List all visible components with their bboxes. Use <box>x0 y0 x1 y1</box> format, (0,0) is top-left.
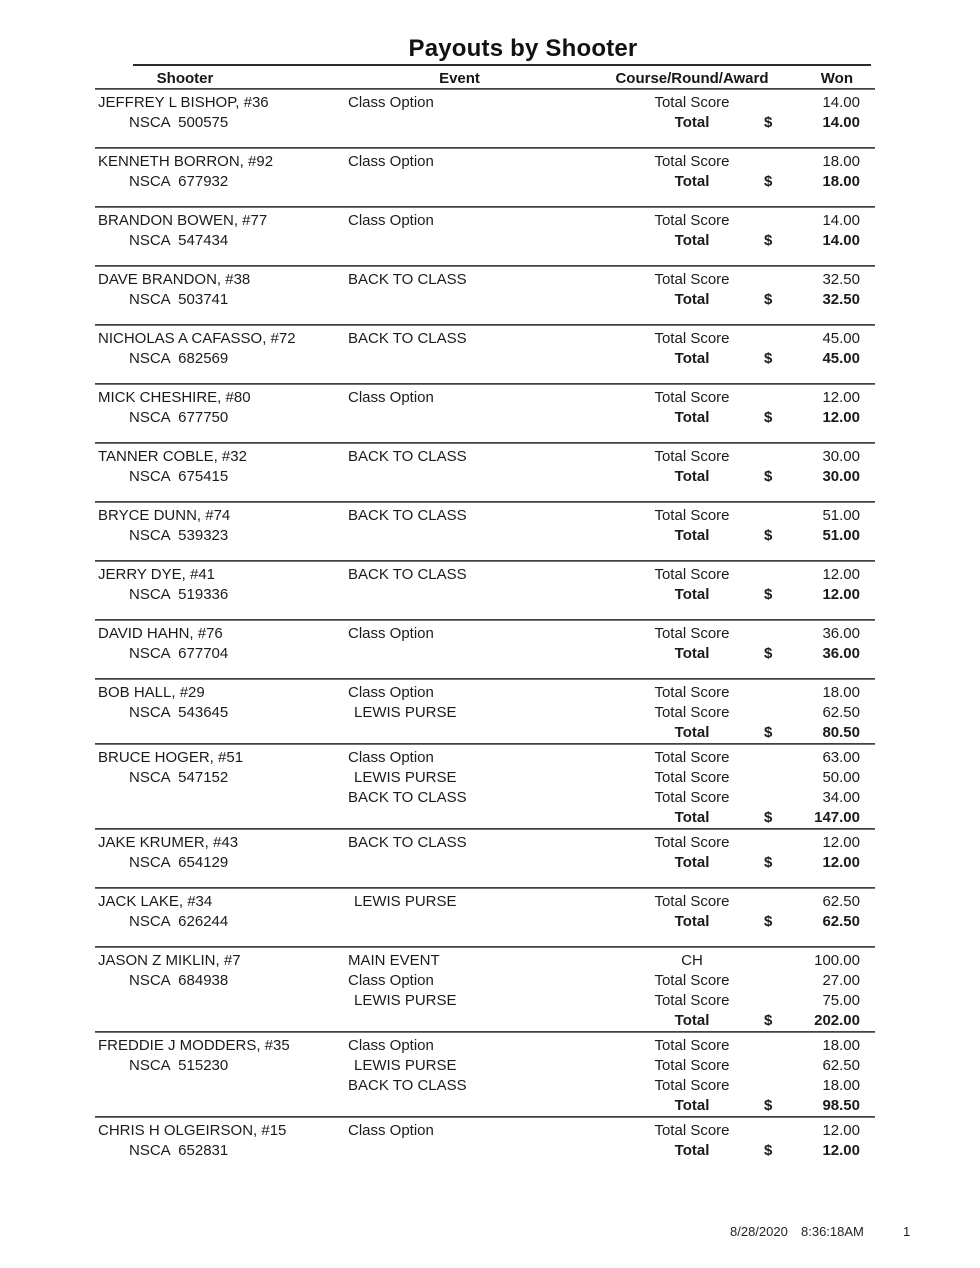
event-cell <box>346 507 573 524</box>
shooter-cell <box>95 854 346 871</box>
shooter-cell <box>95 625 346 642</box>
event-cell <box>346 952 573 969</box>
report-body <box>95 36 875 1175</box>
event-cell <box>346 972 573 989</box>
total-amount: 30.00 <box>822 467 860 485</box>
event-row <box>95 446 875 466</box>
total-row <box>95 112 875 132</box>
total-label: Total <box>674 231 710 249</box>
total-label: Total <box>674 408 710 426</box>
won-amount: 51.00 <box>822 506 860 524</box>
event-row <box>95 387 875 407</box>
event-row <box>95 328 875 348</box>
shooter-cell <box>95 389 346 406</box>
shooter-block <box>95 830 875 887</box>
total-amount: 12.00 <box>822 408 860 426</box>
shooter-blocks <box>95 88 875 1175</box>
total-row <box>95 466 875 486</box>
shooter-membership: NSCA 677932 <box>129 172 229 190</box>
total-label: Total <box>674 349 710 367</box>
award-label: Total Score <box>654 152 730 170</box>
currency-symbol: $ <box>764 290 773 308</box>
event-label: LEWIS PURSE <box>354 703 457 721</box>
event-label: BACK TO CLASS <box>348 1076 467 1094</box>
shooter-name: JAKE KRUMER, #43 <box>98 833 239 851</box>
total-label: Total <box>674 1096 710 1114</box>
event-label: Class Option <box>348 1121 434 1139</box>
award-label: Total Score <box>654 768 730 786</box>
event-cell <box>346 94 573 111</box>
event-row <box>95 950 875 970</box>
total-label: Total <box>674 467 710 485</box>
won-amount: 75.00 <box>822 991 860 1009</box>
total-row <box>95 1010 875 1030</box>
won-amount: 63.00 <box>822 748 860 766</box>
total-row <box>95 525 875 545</box>
award-label: Total Score <box>654 329 730 347</box>
table-header-row <box>95 68 875 88</box>
shooter-block <box>95 503 875 560</box>
total-label: Total <box>674 808 710 826</box>
shooter-membership: NSCA 543645 <box>129 703 229 721</box>
column-header-shooter-cell <box>95 70 346 87</box>
total-label: Total <box>674 113 710 131</box>
shooter-membership: NSCA 500575 <box>129 113 229 131</box>
shooter-cell <box>95 409 346 426</box>
total-row <box>95 643 875 663</box>
page-footer <box>0 1224 980 1244</box>
shooter-cell <box>95 769 346 786</box>
shooter-block <box>95 444 875 501</box>
shooter-name: JACK LAKE, #34 <box>98 892 213 910</box>
event-label: Class Option <box>348 748 434 766</box>
award-label: Total Score <box>654 565 730 583</box>
shooter-name: JEFFREY L BISHOP, #36 <box>98 93 269 111</box>
currency-symbol: $ <box>764 113 773 131</box>
total-row <box>95 807 875 827</box>
shooter-cell <box>95 173 346 190</box>
award-label: Total Score <box>654 788 730 806</box>
shooter-block <box>95 745 875 828</box>
award-label: Total Score <box>654 211 730 229</box>
won-amount: 18.00 <box>822 1036 860 1054</box>
total-amount: 80.50 <box>822 723 860 741</box>
event-label: Class Option <box>348 388 434 406</box>
event-row <box>95 891 875 911</box>
award-label: Total Score <box>654 93 730 111</box>
total-label: Total <box>674 172 710 190</box>
award-label: Total Score <box>654 624 730 642</box>
event-row <box>95 1120 875 1140</box>
shooter-membership: NSCA 682569 <box>129 349 229 367</box>
event-label: BACK TO CLASS <box>348 270 467 288</box>
shooter-membership: NSCA 547152 <box>129 768 229 786</box>
currency-symbol: $ <box>764 349 773 367</box>
shooter-cell <box>95 952 346 969</box>
event-cell <box>346 212 573 229</box>
event-row <box>95 702 875 722</box>
total-amount: 14.00 <box>822 231 860 249</box>
won-amount: 34.00 <box>822 788 860 806</box>
shooter-name: JASON Z MIKLIN, #7 <box>98 951 241 969</box>
shooter-cell <box>95 153 346 170</box>
shooter-cell <box>95 468 346 485</box>
event-cell <box>346 992 573 1009</box>
event-label: Class Option <box>348 93 434 111</box>
award-label: Total Score <box>654 1076 730 1094</box>
total-row <box>95 722 875 742</box>
total-amount: 62.50 <box>822 912 860 930</box>
shooter-cell <box>95 913 346 930</box>
won-amount: 12.00 <box>822 1121 860 1139</box>
shooter-block <box>95 1118 875 1175</box>
shooter-cell <box>95 749 346 766</box>
event-label: LEWIS PURSE <box>354 892 457 910</box>
total-amount: 45.00 <box>822 349 860 367</box>
won-amount: 62.50 <box>822 703 860 721</box>
event-cell <box>346 271 573 288</box>
won-amount: 14.00 <box>822 93 860 111</box>
event-label: Class Option <box>348 683 434 701</box>
event-label: Class Option <box>348 152 434 170</box>
total-amount: 147.00 <box>814 808 860 826</box>
shooter-block <box>95 621 875 678</box>
shooter-name: KENNETH BORRON, #92 <box>98 152 274 170</box>
shooter-cell <box>95 527 346 544</box>
shooter-name: BRANDON BOWEN, #77 <box>98 211 268 229</box>
total-amount: 32.50 <box>822 290 860 308</box>
total-label: Total <box>674 912 710 930</box>
total-label: Total <box>674 585 710 603</box>
shooter-name: MICK CHESHIRE, #80 <box>98 388 251 406</box>
shooter-cell <box>95 893 346 910</box>
shooter-cell <box>95 645 346 662</box>
award-label: Total Score <box>654 506 730 524</box>
shooter-cell <box>95 448 346 465</box>
event-row <box>95 269 875 289</box>
shooter-cell <box>95 1142 346 1159</box>
award-label: Total Score <box>654 833 730 851</box>
event-row <box>95 682 875 702</box>
shooter-membership: NSCA 547434 <box>129 231 229 249</box>
award-label: Total Score <box>654 1036 730 1054</box>
won-amount: 18.00 <box>822 683 860 701</box>
event-label: Class Option <box>348 1036 434 1054</box>
shooter-block <box>95 385 875 442</box>
award-label: Total Score <box>654 388 730 406</box>
shooter-membership: NSCA 503741 <box>129 290 229 308</box>
event-cell <box>346 153 573 170</box>
event-label: Class Option <box>348 211 434 229</box>
shooter-membership: NSCA 652831 <box>129 1141 229 1159</box>
total-label: Total <box>674 644 710 662</box>
event-cell <box>346 1077 573 1094</box>
total-label: Total <box>674 853 710 871</box>
total-label: Total <box>674 526 710 544</box>
won-amount: 12.00 <box>822 388 860 406</box>
shooter-name: BRUCE HOGER, #51 <box>98 748 244 766</box>
award-label: Total Score <box>654 703 730 721</box>
event-label: BACK TO CLASS <box>348 565 467 583</box>
won-amount: 50.00 <box>822 768 860 786</box>
event-label: BACK TO CLASS <box>348 447 467 465</box>
event-label: Class Option <box>348 624 434 642</box>
event-cell <box>346 566 573 583</box>
shooter-cell <box>95 350 346 367</box>
shooter-block <box>95 208 875 265</box>
award-label: Total Score <box>654 683 730 701</box>
event-cell <box>346 448 573 465</box>
shooter-block <box>95 680 875 743</box>
event-row <box>95 505 875 525</box>
won-amount: 18.00 <box>822 152 860 170</box>
total-row <box>95 911 875 931</box>
shooter-membership: NSCA 677750 <box>129 408 229 426</box>
shooter-name: BRYCE DUNN, #74 <box>98 506 231 524</box>
column-header-event: Event <box>439 69 480 87</box>
total-row <box>95 230 875 250</box>
won-amount: 45.00 <box>822 329 860 347</box>
currency-symbol: $ <box>764 1141 773 1159</box>
won-amount: 32.50 <box>822 270 860 288</box>
event-row <box>95 151 875 171</box>
shooter-block <box>95 267 875 324</box>
shooter-cell <box>95 684 346 701</box>
total-label: Total <box>674 1141 710 1159</box>
award-label: Total Score <box>654 991 730 1009</box>
shooter-block <box>95 562 875 619</box>
won-amount: 62.50 <box>822 1056 860 1074</box>
currency-symbol: $ <box>764 723 773 741</box>
total-label: Total <box>674 723 710 741</box>
award-label: Total Score <box>654 270 730 288</box>
event-row <box>95 1035 875 1055</box>
total-amount: 51.00 <box>822 526 860 544</box>
event-label: BACK TO CLASS <box>348 833 467 851</box>
currency-symbol: $ <box>764 467 773 485</box>
event-cell <box>346 1057 573 1074</box>
won-amount: 36.00 <box>822 624 860 642</box>
event-cell <box>346 834 573 851</box>
shooter-membership: NSCA 519336 <box>129 585 229 603</box>
currency-symbol: $ <box>764 1096 773 1114</box>
total-row <box>95 584 875 604</box>
total-row <box>95 852 875 872</box>
shooter-cell <box>95 566 346 583</box>
event-row <box>95 1075 875 1095</box>
total-amount: 36.00 <box>822 644 860 662</box>
total-amount: 12.00 <box>822 585 860 603</box>
event-cell <box>346 893 573 910</box>
won-amount: 27.00 <box>822 971 860 989</box>
total-row <box>95 407 875 427</box>
total-amount: 12.00 <box>822 1141 860 1159</box>
event-row <box>95 970 875 990</box>
total-row <box>95 171 875 191</box>
currency-symbol: $ <box>764 644 773 662</box>
total-amount: 202.00 <box>814 1011 860 1029</box>
shooter-membership: NSCA 684938 <box>129 971 229 989</box>
shooter-cell <box>95 1037 346 1054</box>
award-label: Total Score <box>654 748 730 766</box>
page-title: Payouts by Shooter <box>408 35 638 62</box>
shooter-cell <box>95 94 346 111</box>
event-row <box>95 990 875 1010</box>
shooter-name: BOB HALL, #29 <box>98 683 205 701</box>
column-header-shooter: Shooter <box>156 69 214 87</box>
shooter-membership: NSCA 626244 <box>129 912 229 930</box>
currency-symbol: $ <box>764 1011 773 1029</box>
shooter-cell <box>95 291 346 308</box>
event-row <box>95 210 875 230</box>
event-label: Class Option <box>348 971 434 989</box>
column-header-course-round-award: Course/Round/Award <box>615 69 769 87</box>
shooter-block <box>95 90 875 147</box>
award-label: Total Score <box>654 447 730 465</box>
shooter-membership: NSCA 515230 <box>129 1056 229 1074</box>
shooter-block <box>95 326 875 383</box>
award-label: CH <box>681 951 703 969</box>
currency-symbol: $ <box>764 408 773 426</box>
shooter-membership: NSCA 539323 <box>129 526 229 544</box>
event-row <box>95 92 875 112</box>
won-amount: 62.50 <box>822 892 860 910</box>
shooter-block <box>95 889 875 946</box>
page-number: 1 <box>903 1224 911 1239</box>
currency-symbol: $ <box>764 526 773 544</box>
shooter-block <box>95 1033 875 1116</box>
award-label: Total Score <box>654 971 730 989</box>
event-cell <box>346 1037 573 1054</box>
currency-symbol: $ <box>764 585 773 603</box>
shooter-cell <box>95 834 346 851</box>
shooter-cell <box>95 114 346 131</box>
shooter-block <box>95 149 875 206</box>
event-row <box>95 623 875 643</box>
event-cell <box>346 769 573 786</box>
shooter-name: NICHOLAS A CAFASSO, #72 <box>98 329 296 347</box>
event-label: MAIN EVENT <box>348 951 440 969</box>
shooter-name: TANNER COBLE, #32 <box>98 447 247 465</box>
event-row <box>95 767 875 787</box>
print-time: 8:36:18AM <box>801 1224 864 1239</box>
won-amount: 18.00 <box>822 1076 860 1094</box>
shooter-name: DAVE BRANDON, #38 <box>98 270 251 288</box>
event-cell <box>346 704 573 721</box>
won-amount: 14.00 <box>822 211 860 229</box>
shooter-membership: NSCA 677704 <box>129 644 229 662</box>
event-row <box>95 832 875 852</box>
total-amount: 12.00 <box>822 853 860 871</box>
event-label: BACK TO CLASS <box>348 329 467 347</box>
event-cell <box>346 684 573 701</box>
shooter-cell <box>95 232 346 249</box>
shooter-cell <box>95 212 346 229</box>
shooter-name: FREDDIE J MODDERS, #35 <box>98 1036 290 1054</box>
currency-symbol: $ <box>764 231 773 249</box>
total-amount: 18.00 <box>822 172 860 190</box>
currency-symbol: $ <box>764 172 773 190</box>
event-row <box>95 787 875 807</box>
event-cell <box>346 389 573 406</box>
won-amount: 30.00 <box>822 447 860 465</box>
event-label: BACK TO CLASS <box>348 788 467 806</box>
shooter-name: JERRY DYE, #41 <box>98 565 216 583</box>
currency-symbol: $ <box>764 912 773 930</box>
shooter-cell <box>95 704 346 721</box>
print-date: 8/28/2020 <box>730 1224 788 1239</box>
column-header-won: Won <box>820 69 853 87</box>
shooter-cell <box>95 1122 346 1139</box>
won-amount: 100.00 <box>814 951 860 969</box>
shooter-name: CHRIS H OLGEIRSON, #15 <box>98 1121 287 1139</box>
event-label: LEWIS PURSE <box>354 768 457 786</box>
won-amount: 12.00 <box>822 833 860 851</box>
event-label: LEWIS PURSE <box>354 991 457 1009</box>
event-cell <box>346 749 573 766</box>
total-row <box>95 289 875 309</box>
total-amount: 98.50 <box>822 1096 860 1114</box>
won-amount: 12.00 <box>822 565 860 583</box>
shooter-membership: NSCA 654129 <box>129 853 229 871</box>
total-row <box>95 1095 875 1115</box>
total-amount: 14.00 <box>822 113 860 131</box>
event-row <box>95 564 875 584</box>
shooter-block <box>95 948 875 1031</box>
event-cell <box>346 1122 573 1139</box>
award-label: Total Score <box>654 1056 730 1074</box>
total-row <box>95 348 875 368</box>
shooter-membership: NSCA 675415 <box>129 467 229 485</box>
title-rule <box>133 64 871 66</box>
shooter-cell <box>95 586 346 603</box>
total-label: Total <box>674 1011 710 1029</box>
currency-symbol: $ <box>764 853 773 871</box>
award-label: Total Score <box>654 892 730 910</box>
shooter-cell <box>95 330 346 347</box>
shooter-cell <box>95 271 346 288</box>
total-label: Total <box>674 290 710 308</box>
shooter-cell <box>95 972 346 989</box>
shooter-cell <box>95 1057 346 1074</box>
event-row <box>95 1055 875 1075</box>
award-label: Total Score <box>654 1121 730 1139</box>
currency-symbol: $ <box>764 808 773 826</box>
shooter-name: DAVID HAHN, #76 <box>98 624 223 642</box>
event-label: LEWIS PURSE <box>354 1056 457 1074</box>
event-row <box>95 747 875 767</box>
event-cell <box>346 625 573 642</box>
event-cell <box>346 330 573 347</box>
total-row <box>95 1140 875 1160</box>
shooter-cell <box>95 507 346 524</box>
event-label: BACK TO CLASS <box>348 506 467 524</box>
event-cell <box>346 789 573 806</box>
